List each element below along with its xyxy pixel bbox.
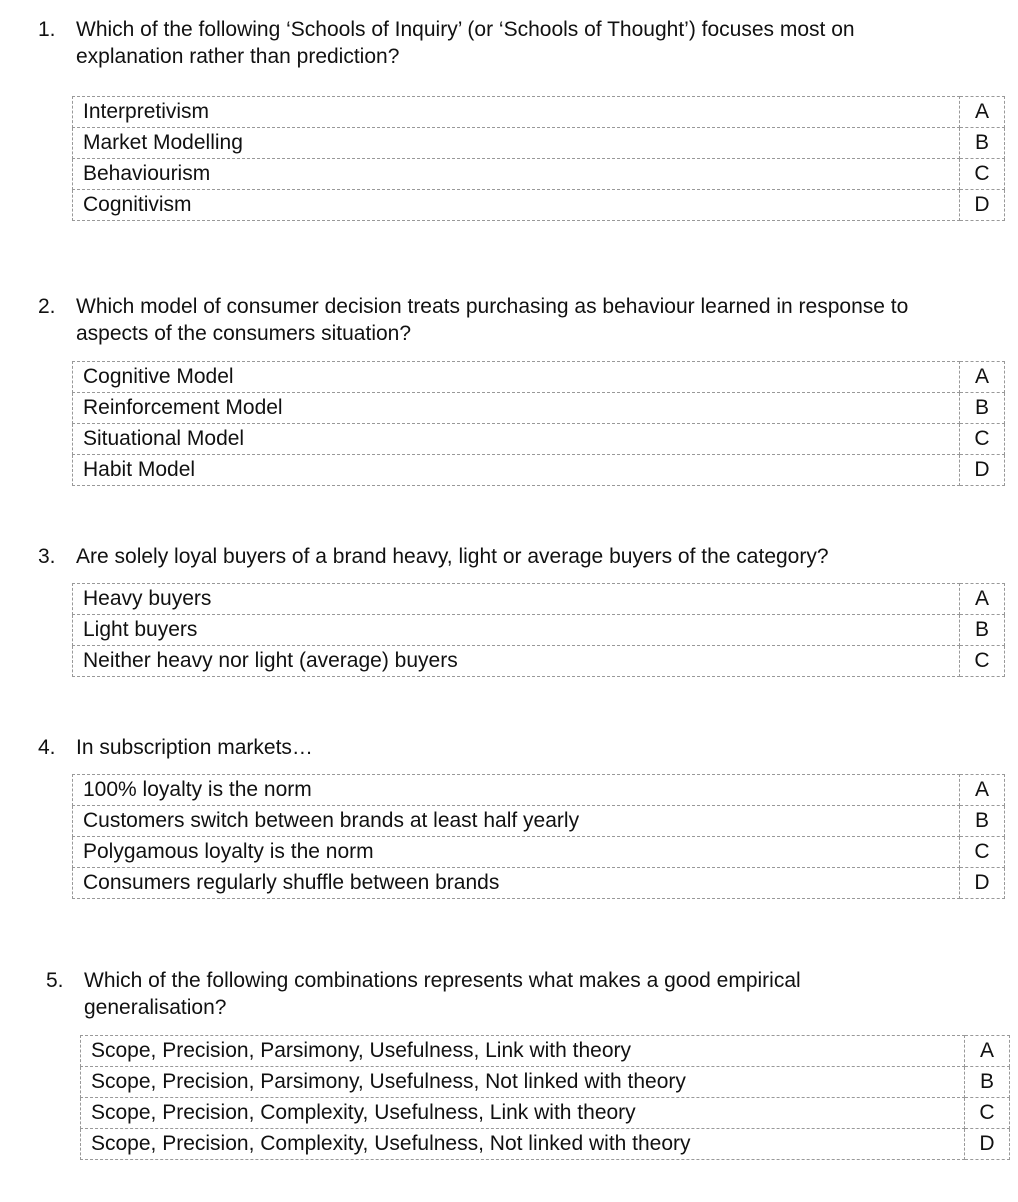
option-letter: D [965,1129,1010,1160]
option-text: Neither heavy nor light (average) buyers [73,646,960,677]
option-text: Habit Model [73,455,960,486]
option-text: Heavy buyers [73,584,960,615]
option-text: Scope, Precision, Complexity, Usefulness, Not linked with theory [81,1129,965,1160]
option-row[interactable] [73,775,1005,806]
option-text: Behaviourism [73,159,960,190]
option-letter: D [960,868,1005,899]
option-row[interactable] [73,806,1005,837]
option-letter: C [960,159,1005,190]
option-row[interactable] [73,455,1005,486]
option-text: Scope, Precision, Parsimony, Usefulness, Not linked with theory [81,1067,965,1098]
option-row[interactable] [81,1098,1010,1129]
option-letter: B [960,393,1005,424]
option-row[interactable] [73,424,1005,455]
options-table [72,361,1005,486]
option-row[interactable] [81,1067,1010,1098]
option-letter: A [965,1036,1010,1067]
option-letter: D [960,190,1005,221]
option-text: Scope, Precision, Parsimony, Usefulness, Link with theory [81,1036,965,1067]
question-text-line: explanation rather than prediction? [76,45,400,68]
option-letter: C [960,424,1005,455]
option-row[interactable] [73,868,1005,899]
option-text: Customers switch between brands at least half yearly [73,806,960,837]
option-row[interactable] [73,190,1005,221]
option-row[interactable] [73,584,1005,615]
question-number: 5. [46,969,64,992]
option-row[interactable] [81,1129,1010,1160]
option-letter: A [960,584,1005,615]
options-table [72,96,1005,221]
question-number: 3. [38,545,56,568]
option-letter: A [960,775,1005,806]
option-text: Cognitivism [73,190,960,221]
option-letter: B [960,128,1005,159]
options-table [72,774,1005,899]
option-text: Consumers regularly shuffle between brands [73,868,960,899]
question-text-line: Which of the following ‘Schools of Inquiry’ (or ‘Schools of Thought’) focuses most on [76,18,855,41]
option-letter: D [960,455,1005,486]
option-text: Scope, Precision, Complexity, Usefulness, Link with theory [81,1098,965,1129]
option-letter: B [960,615,1005,646]
question-text-line: In subscription markets… [76,736,313,759]
question-text-line: generalisation? [84,996,227,1019]
option-row[interactable] [73,646,1005,677]
option-row[interactable] [73,837,1005,868]
option-row[interactable] [73,393,1005,424]
options-table [72,583,1005,677]
option-letter: C [960,837,1005,868]
option-row[interactable] [73,159,1005,190]
option-text: Reinforcement Model [73,393,960,424]
option-text: Market Modelling [73,128,960,159]
option-text: Interpretivism [73,97,960,128]
question-number: 1. [38,18,56,41]
question-text-line: Which model of consumer decision treats purchasing as behaviour learned in response to [76,295,909,318]
option-row[interactable] [81,1036,1010,1067]
option-row[interactable] [73,128,1005,159]
option-letter: B [960,806,1005,837]
option-letter: A [960,362,1005,393]
option-text: Light buyers [73,615,960,646]
question-number: 2. [38,295,56,318]
question-number: 4. [38,736,56,759]
option-text: Polygamous loyalty is the norm [73,837,960,868]
option-letter: B [965,1067,1010,1098]
question-text-line: Are solely loyal buyers of a brand heavy, light or average buyers of the category? [76,545,829,568]
option-row[interactable] [73,97,1005,128]
question-text-line: Which of the following combinations represents what makes a good empirical [84,969,801,992]
option-row[interactable] [73,362,1005,393]
option-text: Situational Model [73,424,960,455]
option-text: 100% loyalty is the norm [73,775,960,806]
option-letter: C [965,1098,1010,1129]
options-table [80,1035,1010,1160]
option-letter: C [960,646,1005,677]
option-text: Cognitive Model [73,362,960,393]
option-letter: A [960,97,1005,128]
question-text-line: aspects of the consumers situation? [76,322,412,345]
option-row[interactable] [73,615,1005,646]
